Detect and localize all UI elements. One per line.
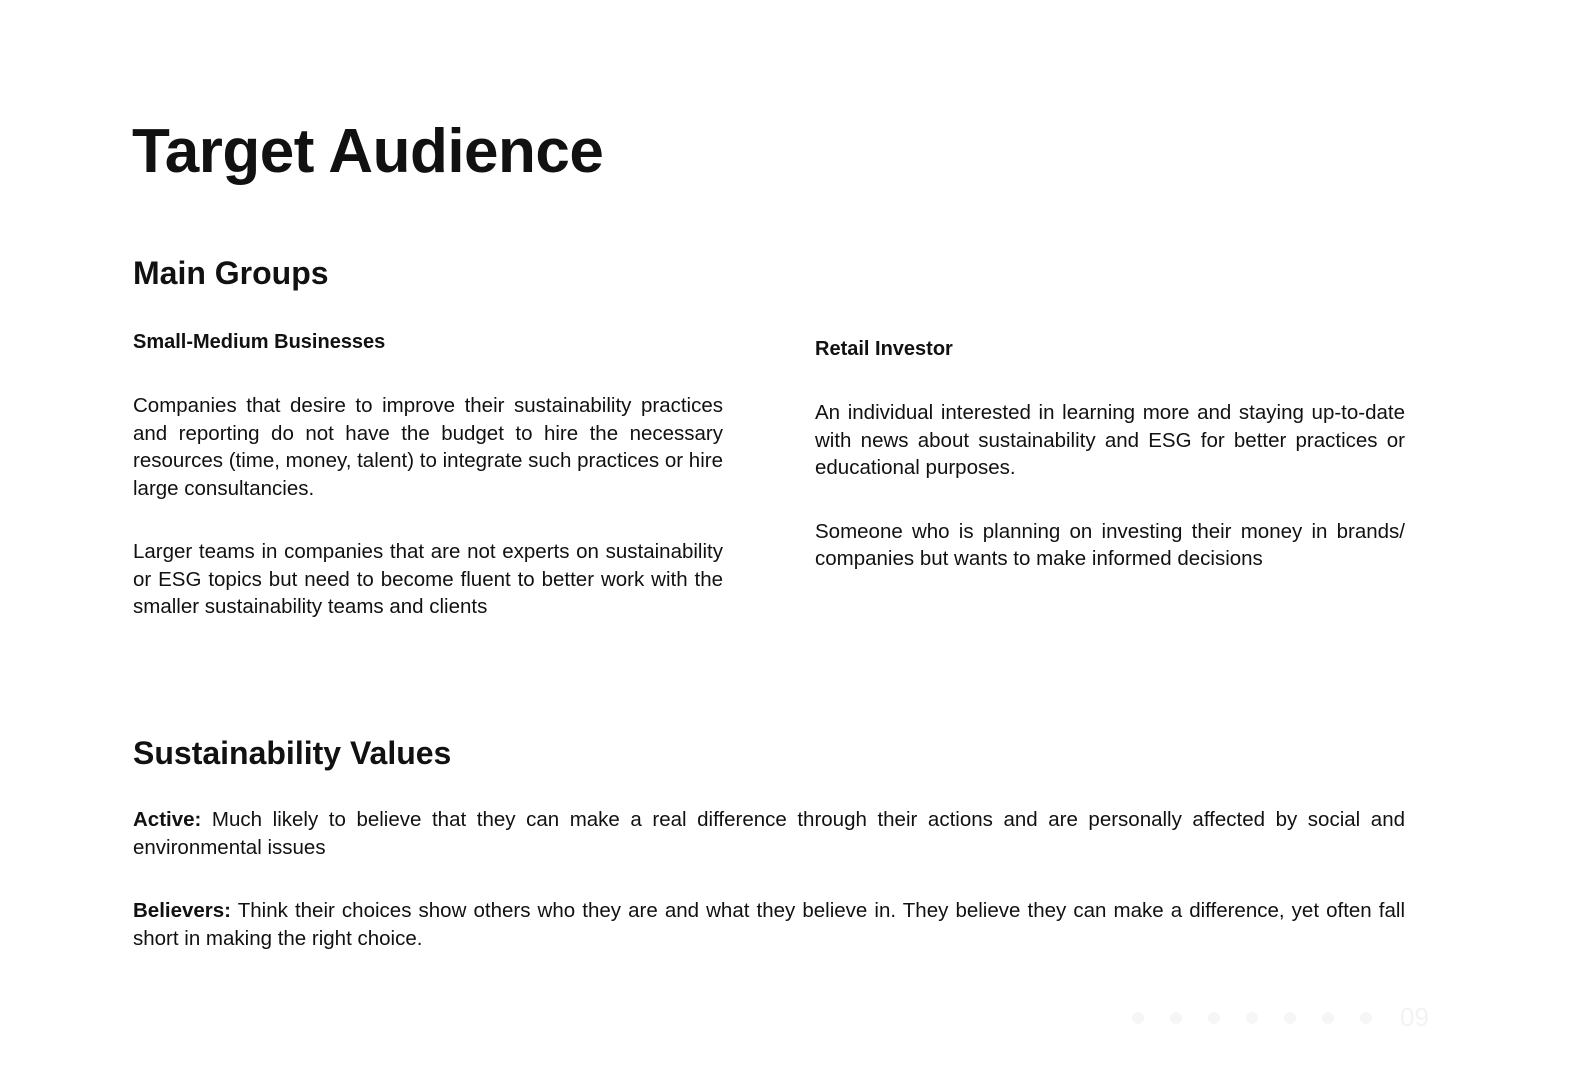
retail-investor-paragraph-1: An individual interested in learning more and staying up-to-date with news about sustainability and ESG for better practices or educational purposes.: [815, 401, 1405, 479]
page-dot: [1208, 1012, 1220, 1024]
page-dot: [1360, 1012, 1372, 1024]
value-text-active: Much likely to believe that they can make a real difference through their actions and are personally affected by social and environmental issues: [133, 808, 1405, 859]
smb-paragraph-2: Larger teams in companies that are not experts on sustainability or ESG topics but need to become fluent to better work with the smaller sustainability teams and clients: [133, 540, 723, 618]
retail-investor-column: [815, 335, 1405, 573]
page-dot: [1170, 1012, 1182, 1024]
smb-paragraph-1: Companies that desire to improve their sustainability practices and reporting do not have the budget to hire the necessary resources (time, money, talent) to integrate such practices or hire large consultancies.: [133, 394, 723, 500]
small-medium-businesses-column: [133, 328, 723, 621]
page-dot: [1246, 1012, 1258, 1024]
page-title: Target Audience: [132, 117, 604, 186]
sustainability-values-list: [133, 806, 1405, 952]
main-groups-heading: Main Groups: [133, 255, 329, 291]
small-medium-businesses-subheading: Small-Medium Businesses: [133, 331, 386, 353]
page-number: 09: [1400, 1002, 1429, 1032]
value-item-believers: [133, 897, 1405, 952]
value-item-active: [133, 806, 1405, 861]
page-dot: [1132, 1012, 1144, 1024]
value-term-active: Active:: [133, 808, 202, 831]
page-indicator: [1132, 1002, 1429, 1033]
retail-investor-paragraph-2: Someone who is planning on investing their money in brands/ companies but wants to make informed decisions: [815, 519, 1405, 570]
page-dot: [1284, 1012, 1296, 1024]
sustainability-values-heading: Sustainability Values: [133, 735, 452, 771]
value-term-believers: Believers:: [133, 899, 232, 922]
value-text-believers: Think their choices show others who they are and what they believe in. They believe they can make a difference, yet often fall short in making the right choice.: [133, 899, 1405, 950]
page-dot: [1322, 1012, 1334, 1024]
retail-investor-subheading: Retail Investor: [815, 338, 953, 360]
